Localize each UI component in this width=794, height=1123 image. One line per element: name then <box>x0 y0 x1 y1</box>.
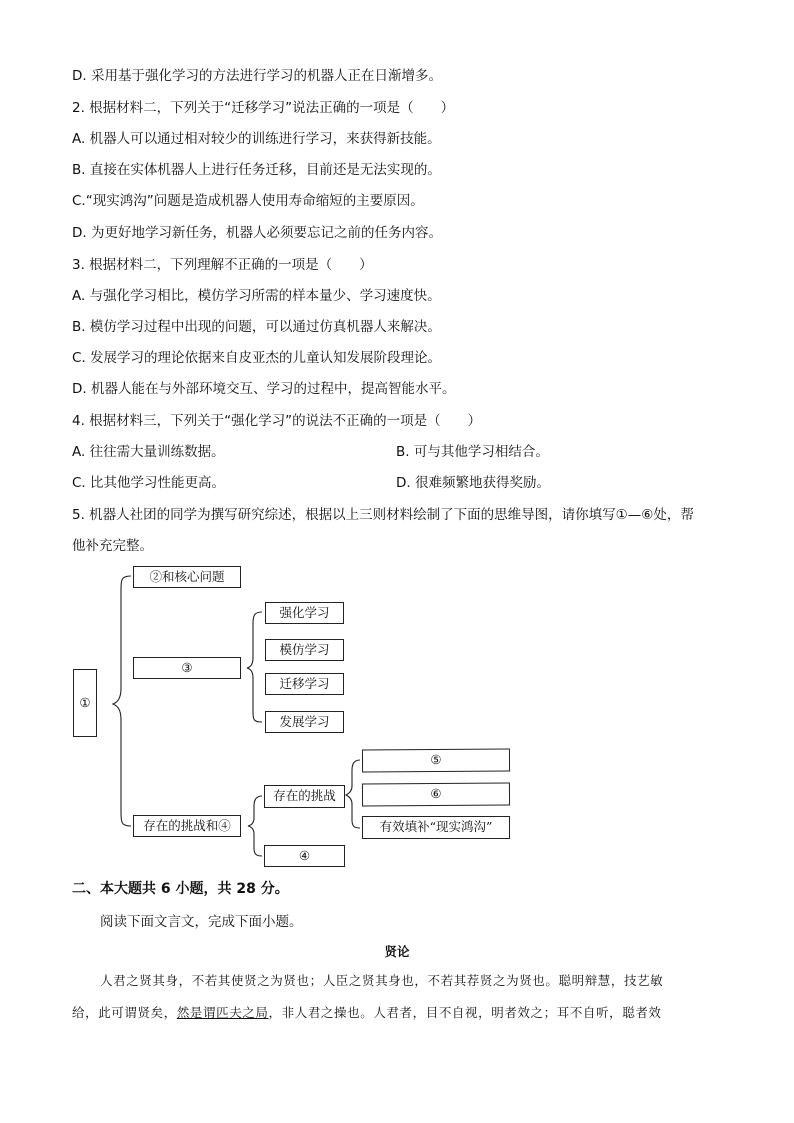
mindmap-root-box: ① <box>73 669 97 737</box>
mindmap-method-reinforcement: 强化学习 <box>265 602 344 624</box>
essay-line-2-start: 给，此可谓贤矣， <box>72 1005 177 1020</box>
mindmap-method-transfer: 迁移学习 <box>265 673 344 695</box>
q1-option-d: D. 采用基于强化学习的方法进行学习的机器人正在日渐增多。 <box>72 68 442 84</box>
q2-option-b: B. 直接在实体机器人上进行任务迁移，目前还是无法实现的。 <box>72 162 441 178</box>
essay-title: 贤论 <box>384 944 410 959</box>
q4-option-b: B. 可与其他学习相结合。 <box>396 444 549 460</box>
q3-option-a: A. 与强化学习相比，模仿学习所需的样本量少、学习速度快。 <box>72 288 441 304</box>
q2-option-c: C.“现实鸿沟”问题是造成机器人使用寿命缩短的主要原因。 <box>72 193 424 209</box>
mindmap-gap-box: 有效填补“现实鸿沟” <box>362 816 510 839</box>
essay-line-1: 人君之贤其身，不若其使贤之为贤也；人臣之贤其身也，不若其荐贤之为贤也。聪明辩慧，技艺敏 <box>100 973 664 988</box>
q5-stem-line2: 他补充完整。 <box>72 538 153 554</box>
q3-option-c: C. 发展学习的理论依据来自皮亚杰的儿童认知发展阶段理论。 <box>72 350 442 366</box>
q3-option-b: B. 模仿学习过程中出现的问题，可以通过仿真机器人来解决。 <box>72 319 441 335</box>
q4-stem: 4. 根据材料三，下列关于“强化学习”的说法不正确的一项是（ ） <box>72 413 482 429</box>
mindmap-branch-top: ②和核心问题 <box>133 566 241 588</box>
q2-stem: 2. 根据材料二，下列关于“迁移学习”说法正确的一项是（ ） <box>72 100 455 116</box>
mindmap-method-developmental: 发展学习 <box>265 711 344 733</box>
q5-stem-line1: 5. 机器人社团的同学为撰写研究综述，根据以上三则材料绘制了下面的思维导图，请你填写①—⑥处，帮 <box>72 507 694 523</box>
mindmap-method-imitation: 模仿学习 <box>265 639 344 661</box>
section-title: 二、本大题共 6 小题，共 28 分。 <box>72 881 289 897</box>
q4-option-c: C. 比其他学习性能更高。 <box>72 475 226 491</box>
essay-line-2 <box>72 1004 662 1022</box>
q2-option-a: A. 机器人可以通过相对较少的训练进行学习，来获得新技能。 <box>72 131 441 147</box>
mindmap-challenges-box: 存在的挑战 <box>264 785 345 808</box>
mindmap-branch-mid: ③ <box>133 657 241 679</box>
mindmap-item-4-box: ④ <box>264 845 345 867</box>
q3-option-d: D. 机器人能在与外部环境交互、学习的过程中，提高智能水平。 <box>72 381 456 397</box>
q2-option-d: D. 为更好地学习新任务，机器人必须要忘记之前的任务内容。 <box>72 225 442 241</box>
q4-option-a: A. 往往需大量训练数据。 <box>72 444 225 460</box>
mindmap-item-6-box: ⑥ <box>362 782 510 806</box>
mindmap-item-5-box: ⑤ <box>362 748 510 772</box>
essay-underlined-phrase: 然是谓匹夫之局 <box>176 1005 269 1020</box>
q4-option-d: D. 很难频繁地获得奖励。 <box>396 475 550 491</box>
mindmap-branch-bottom: 存在的挑战和④ <box>133 815 241 837</box>
section-intro: 阅读下面文言文，完成下面小题。 <box>100 914 303 930</box>
q3-stem: 3. 根据材料二，下列理解不正确的一项是（ ） <box>72 257 373 273</box>
essay-line-2-end: ，非人君之操也。人君者，目不自视，明者效之；耳不自听，聪者效 <box>268 1005 662 1020</box>
